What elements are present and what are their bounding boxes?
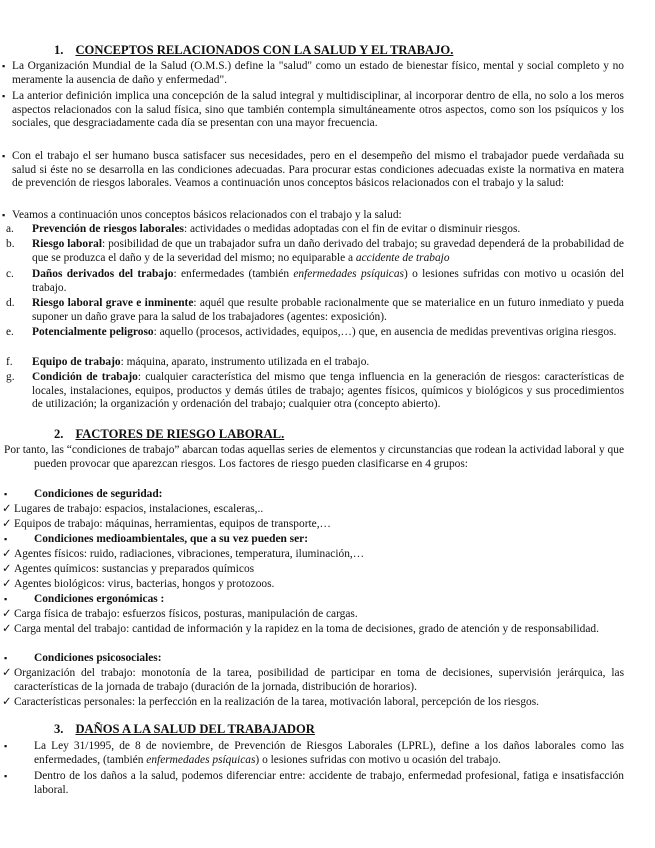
- risk-group-heading: [4, 488, 626, 502]
- definition-term: Equipo de trabajo: [32, 356, 121, 368]
- bullet-paragraph: [2, 150, 624, 191]
- paragraph-text: Con el trabajo el ser humano busca satisfacer sus necesidades, pero en el desempeño del mismo el trabajador puede verdañada su salud si éste no se desarrolla en las condiciones adecuadas. Para procurar estas condiciones adecuadas existe la normativa en matera de prevención de riesgos laborales. Veamos a continuación unos conceptos básicos relacionados con el trabajo y la salud:: [12, 150, 624, 190]
- list-marker: c.: [6, 268, 14, 280]
- bullet-paragraph: [2, 209, 624, 223]
- definition-term: Riesgo laboral grave e inminente: [32, 297, 194, 309]
- definition-item: [0, 268, 624, 295]
- check-item-text: Carga física de trabajo: esfuerzos físicos, posturas, manipulación de cargas.: [14, 608, 358, 620]
- definition-text: : máquina, aparato, instrumento utilizada en el trabajo.: [120, 356, 370, 368]
- paragraph-text: La anterior definición implica una concepción de la salud integral y multidisciplinar, al incorporar dentro de ella, no solo a los meros aspectos relacionados con la salud física, sino que también contempla simultáneamente otros aspectos, como son los psíquicos y los sociales, que desgraciadamente cada día se presentan con una mayor frecuencia.: [12, 90, 624, 130]
- definition-item: [0, 238, 624, 265]
- check-item: [2, 667, 624, 694]
- square-bullet: ▪: [4, 653, 8, 663]
- group-title: Condiciones ergonómicas :: [34, 593, 165, 605]
- definition-term: Prevención de riesgos laborales: [32, 223, 184, 235]
- bullet-mark: ▪: [2, 61, 6, 71]
- bullet-paragraph: [2, 60, 624, 87]
- intro-text: Por tanto, las “condiciones de trabajo” abarcan todas aquellas series de elementos y circunstancias que rodean la actividad laboral y que pueden provocar que aparezcan riesgos. Los factores de riesgo pueden clasificarse en 4 grupos:: [4, 444, 624, 470]
- check-item: [2, 503, 624, 517]
- group-title: Condiciones de seguridad:: [34, 488, 163, 500]
- section-title: CONCEPTOS RELACIONADOS CON LA SALUD Y EL TRABAJO.: [75, 43, 454, 57]
- definition-italic: accidente de trabajo: [355, 251, 450, 264]
- check-item-text: Organización del trabajo: monotonía de la tarea, posibilidad de participar en toma de decisiones, supervisión jerárquica, las características de la jornada de trabajo (duración de la jornada, distribución de horarios).: [14, 667, 624, 693]
- check-item: [2, 548, 624, 562]
- check-item-text: Características personales: la perfección en la realización de la tarea, motivación laboral, percepción de los riesgos.: [14, 696, 539, 708]
- check-icon: ✓: [2, 548, 12, 560]
- definition-term: Daños derivados del trabajo: [32, 268, 174, 280]
- check-icon: ✓: [2, 563, 12, 575]
- check-item: [2, 563, 624, 577]
- check-item: [2, 608, 624, 622]
- check-icon: ✓: [2, 696, 12, 708]
- list-marker: g.: [6, 371, 15, 383]
- check-icon: ✓: [2, 578, 12, 590]
- paragraph-text: La Organización Mundial de la Salud (O.M.S.) define la "salud" como un estado de bienestar físico, mental y social completo y no meramente la ausencia de daño y enfermedad".: [12, 60, 624, 86]
- definition-item: [0, 297, 624, 324]
- definition-text: : aquello (procesos, actividades, equipos,…) que, en ausencia de medidas preventivas origina riesgos.: [153, 326, 617, 338]
- square-bullet: ▪: [4, 489, 8, 499]
- definition-term: Potencialmente peligroso: [32, 326, 154, 338]
- paragraph-italic: enfermedades psíquicas: [146, 753, 256, 766]
- list-marker: d.: [6, 297, 15, 309]
- check-icon: ✓: [2, 518, 12, 530]
- definition-item: [0, 326, 624, 340]
- section-number: 2.: [54, 427, 64, 441]
- paragraph-after: ) o lesiones sufridas con motivo u ocasión del trabajo.: [255, 753, 501, 766]
- check-item-text: Agentes biológicos: virus, bacterias, hongos y protozoos.: [14, 578, 275, 590]
- check-icon: ✓: [2, 503, 12, 515]
- risk-group-heading: [4, 652, 626, 666]
- check-icon: ✓: [2, 623, 12, 635]
- bullet-mark: ▪: [2, 210, 6, 220]
- check-item: [2, 623, 624, 637]
- bullet-mark: ▪: [4, 741, 8, 751]
- section-number: 3.: [54, 722, 64, 736]
- section-number: 1.: [54, 43, 64, 57]
- check-item: [2, 578, 624, 592]
- definition-term: Condición de trabajo: [32, 371, 138, 383]
- section-3-heading: [54, 723, 315, 737]
- check-item-text: Lugares de trabajo: espacios, instalaciones, escaleras,..: [14, 503, 264, 515]
- definition-item: [0, 371, 624, 412]
- definition-term: Riesgo laboral: [32, 238, 102, 250]
- paragraph-text: Veamos a continuación unos conceptos básicos relacionados con el trabajo y la salud:: [12, 209, 402, 221]
- bullet-paragraph: [2, 90, 624, 131]
- section-1-heading: [54, 44, 453, 58]
- definition-text: : aquél que resulte probable racionalmente que se materialice en un futuro inmediato y pueda suponer un daño grave para la salud de los trabajadores (agentes: exposición).: [32, 297, 624, 323]
- definition-text: : enfermedades (también: [173, 268, 294, 280]
- square-bullet: ▪: [4, 534, 8, 544]
- check-item: [2, 518, 624, 532]
- check-item-text: Agentes químicos: sustancias y preparados químicos: [14, 563, 255, 575]
- paragraph-text: Dentro de los daños a la salud, podemos diferenciar entre: accidente de trabajo, enfermedad profesional, fatiga e insatisfacción laboral.: [34, 770, 624, 796]
- check-icon: ✓: [2, 667, 12, 679]
- definition-italic: enfermedades psíquicas: [293, 268, 404, 280]
- check-icon: ✓: [2, 608, 12, 620]
- check-item-text: Agentes físicos: ruido, radiaciones, vibraciones, temperatura, iluminación,…: [14, 548, 365, 560]
- group-title: Condiciones medioambientales, que a su vez pueden ser:: [34, 533, 309, 545]
- section-title: FACTORES DE RIESGO LABORAL.: [75, 427, 285, 441]
- definition-text: : posibilidad de que un trabajador sufra un daño derivado del trabajo; su gravedad dependerá de la probabilidad de que se produzca el daño y de la severidad del mismo; no equiparable a: [32, 238, 624, 264]
- check-item: [2, 696, 624, 710]
- definition-after: ) o lesiones sufridas con motivo u ocasión del trabajo.: [32, 268, 624, 294]
- definition-text: : actividades o medidas adoptadas con el fin de evitar o disminuir riesgos.: [183, 223, 521, 235]
- check-item-text: Carga mental del trabajo: cantidad de información y la rapidez en la toma de decisiones, grado de atención y de responsabilidad.: [14, 623, 599, 635]
- section-title: DAÑOS A LA SALUD DEL TRABAJADOR: [75, 722, 315, 736]
- definition-item: [0, 223, 624, 237]
- group-title: Condiciones psicosociales:: [34, 652, 162, 664]
- bullet-paragraph: [4, 740, 624, 767]
- risk-group-heading: [4, 533, 626, 547]
- section-2-intro: [4, 444, 624, 471]
- bullet-mark: ▪: [2, 151, 6, 161]
- square-bullet: ▪: [4, 594, 8, 604]
- list-marker: b.: [6, 238, 15, 250]
- definition-text: : cualquier característica del mismo que tenga influencia en la generación de riesgos: características de locales, instalaciones, equipos, productos y demás útiles de trabajo; agentes físicos, químicos y biológicos y sus procedimientos de utilización; la organización y ordenación del trabajo; cualquier otra (concepto abierto).: [32, 371, 625, 411]
- bullet-paragraph: [4, 770, 624, 797]
- list-marker: f.: [6, 356, 13, 368]
- risk-group-heading: [4, 593, 626, 607]
- bullet-mark: ▪: [2, 91, 6, 101]
- bullet-mark: ▪: [4, 771, 8, 781]
- paragraph-text: La Ley 31/1995, de 8 de noviembre, de Prevención de Riesgos Laborales (LPRL), define a los daños laborales como las enfermedades, (también: [34, 740, 624, 766]
- list-marker: a.: [6, 223, 14, 235]
- section-2-heading: [54, 428, 284, 442]
- check-item-text: Equipos de trabajo: máquinas, herramientas, equipos de transporte,…: [14, 518, 331, 530]
- definition-item: [0, 356, 624, 370]
- list-marker: e.: [6, 326, 14, 338]
